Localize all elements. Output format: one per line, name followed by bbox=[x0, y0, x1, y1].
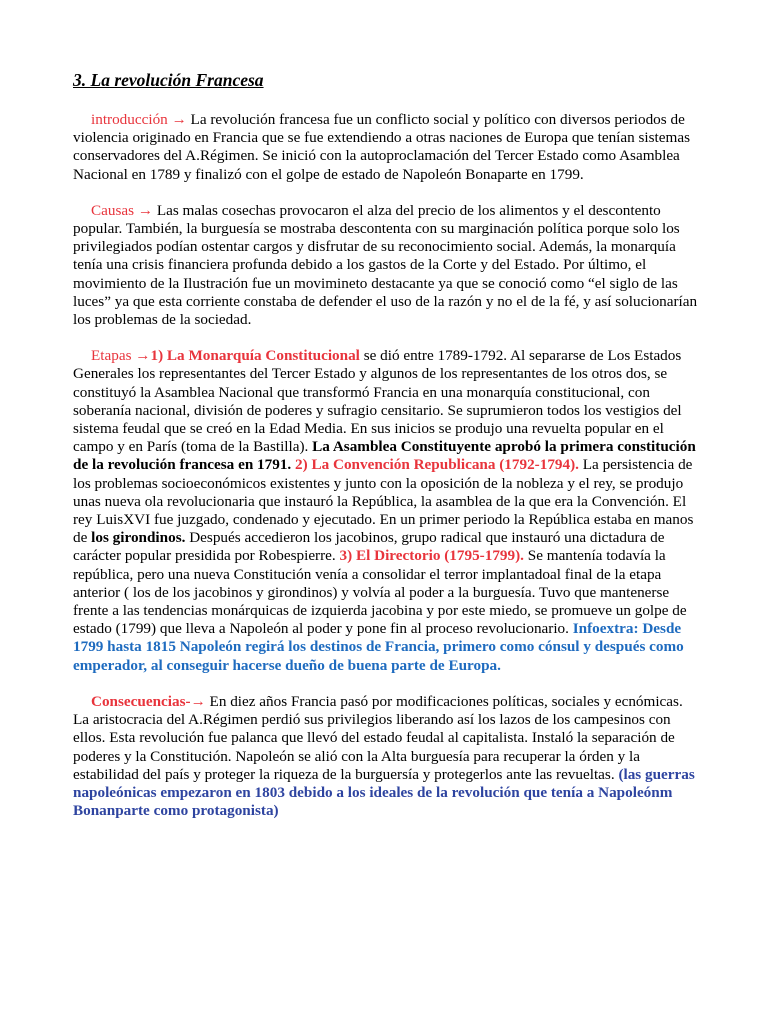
intro-text: La revolución francesa fue un conflicto social y político con diversos periodos de violencia originado en Francia que se fue extendiendo a otras naciones de Europa que tenían sistemas conservadores del A.Régimen. Se inició con la autoproclamación del Tercer Estado como Asamblea Nacional en 1789 y finalizó con el golpe de estado de Napoleón Bonaparte en 1799. bbox=[73, 111, 690, 183]
stage2-title: 2) La Convención Republicana (1792-1794). bbox=[291, 456, 579, 474]
arrow-right-icon: → bbox=[134, 201, 154, 219]
consecuencias-note: (las guerras napoleónicas empezaron en 1803 debido a los ideales de la revolución que tenía a Napoleónm Bonanparte como protagonista) bbox=[73, 765, 695, 820]
arrow-right-icon: → bbox=[190, 692, 206, 710]
stage2-bold: los girondinos. bbox=[91, 529, 186, 547]
arrow-right-icon: → bbox=[131, 347, 151, 365]
causas-label: Causas bbox=[91, 201, 135, 219]
intro-label: introducción bbox=[91, 111, 168, 128]
stage2-text: La persistencia de los problemas socioeconómicos existentes y junto con la oposición de la nobleza y el rey, se produjo unas nueva ola revolucionaria que instauró la República, la asamblea de la que era la Convención. El rey LuisXVI fue juzgado, condenado y ejecutado. En un primer periodo la República estaba en manos de bbox=[73, 456, 694, 547]
arrow-right-icon: → bbox=[167, 111, 187, 128]
stage1-title: 1) La Monarquía Constitucional bbox=[150, 347, 360, 365]
consecuencias-paragraph bbox=[73, 693, 700, 820]
causas-paragraph bbox=[73, 202, 700, 329]
intro-paragraph bbox=[73, 111, 700, 184]
etapas-paragraph bbox=[73, 347, 700, 675]
infoextra-text: Infoextra: Desde 1799 hasta 1815 Napoleón regirá los destinos de Francia, primero como cónsul y después como emperador, al conseguir hacerse dueño de buena parte de Europa. bbox=[73, 620, 684, 674]
stage1-text: se dió entre 1789-1792. Al separarse de Los Estados Generales los representantes del Tercer Estado y algunos de los representantes de los otros dos, se constituyó la Asamblea Nacional que transformó Francia en una monarquía constitucional, con soberanía nacional, división de poderes y sufragio censitario. Se suprumieron todos los vestigios del sistema feudal que se creó en la Edad Media. En sus inicios se produjo una revuelta popular en el campo y en París (toma de la Bastilla). bbox=[73, 347, 682, 456]
etapas-label: Etapas bbox=[91, 347, 132, 365]
consecuencias-label: Consecuencias- bbox=[91, 692, 191, 710]
stage1-bold: La Asamblea Constituyente aprobó la primera constitución de la revolución francesa en 1791. bbox=[73, 438, 696, 474]
consecuencias-text: En diez años Francia pasó por modificaciones políticas, sociales y ecnómicas. La aristocracia del A.Régimen perdió sus privilegios liberando así los lazos de los campesinos con ellos. Esta revolución fue palanca que llevó del estado feudal al capitalista. Instaló la separación de poderes y la Constitución. Napoleón se alió con la Alta burguesía para recuperar la órden y la estabilidad del país y proteger la riqueza de la burguersía y protegerlos ante las revueltas. bbox=[73, 692, 683, 783]
causas-text: Las malas cosechas provocaron el alza del precio de los alimentos y el descontento popular. También, la burguesía se mostraba descontenta con su marginación política porque solo los privilegiados podían ostentar cargos y disfrutar de su reconocimiento social. Además, la monarquía tenía una crisis financiera profunda debido a los gastos de la Corte y del Estado. Por último, el movimiento de la Ilustración fue un movimineto destacante ya que se conoció como “el siglo de las luces” ya que esta corriente constaba de defender el uso de la razón y no el de la fé, y así solucionarían los problemas de la sociedad. bbox=[73, 201, 698, 329]
stage3-title: 3) El Directorio (1795-1799). bbox=[335, 547, 524, 565]
stage2-text2: Después accedieron los jacobinos, grupo radical que instauró una dictadura de carácter popular presidida por Robespierre. bbox=[73, 529, 665, 565]
stage3-text: Se mantenía todavía la república, pero una nueva Constitución venía a consolidar el terror implantadoal final de la etapa anterior ( los de los jacobinos y girondinos) y volvía al poder a la burguesía. Tuvo que mantenerse frente a las tendencias monárquicas de izquierda jacobina y por este miedo, se promueve un golpe de estado (1799) que lleva a Napoleón al poder y pone fin al proceso revolucionario. bbox=[73, 547, 687, 638]
page-title: 3. La revolución Francesa bbox=[73, 70, 264, 90]
